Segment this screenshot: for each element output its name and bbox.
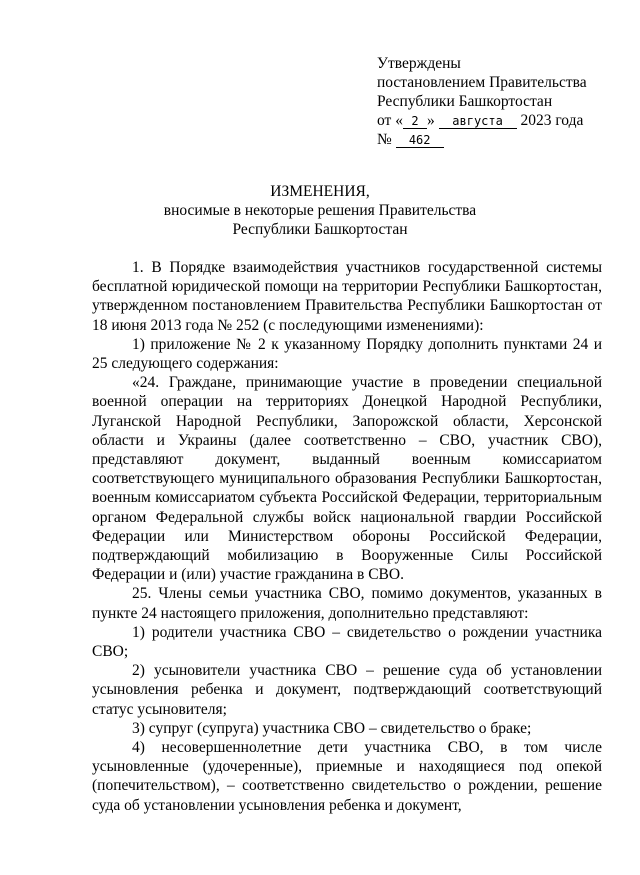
- paragraph: 25. Члены семьи участника СВО, помимо документов, указанных в пункте 24 настоящего приложения, дополнительно представляют:: [92, 585, 602, 622]
- date-mid: »: [426, 112, 435, 129]
- title-subtitle-1: вносимые в некоторые решения Правительства: [163, 202, 477, 219]
- document-body: [92, 258, 602, 815]
- resolution-number: 462: [396, 133, 444, 148]
- date-year: 2023 года: [520, 112, 584, 129]
- approval-date-line: [377, 111, 617, 130]
- paragraph: 3) супруг (супруга) участника СВО – свидетельство о браке;: [132, 719, 532, 737]
- title-heading: ИЗМЕНЕНИЯ,: [270, 183, 370, 200]
- paragraph: 1) приложение № 2 к указанному Порядку дополнить пунктами 24 и 25 следующего содержания:: [92, 335, 602, 373]
- date-prefix: от «: [377, 112, 403, 129]
- date-month: августа: [439, 114, 517, 129]
- document-title: [0, 182, 640, 239]
- paragraph: 1. В Порядке взаимодействия участников государственной системы бесплатной юридической помощи на территории Республики Башкортостан, утвержденном постановлением Правительства Республики Башкортостан от 18 июня 2013 года № 252 (с последующими изменениями):: [92, 259, 602, 334]
- approval-number-line: [377, 130, 617, 149]
- paragraph: 2) усыновители участника СВО – решение суда об установлении усыновления ребенка и документ, подтверждающий соответствующий статус усыновителя;: [92, 662, 602, 718]
- paragraph: 1) родители участника СВО – свидетельство о рождении участника СВО;: [92, 623, 602, 661]
- approval-line-3: Республики Башкортостан: [377, 93, 553, 110]
- date-day: 2: [403, 114, 427, 129]
- approval-block: [377, 54, 617, 149]
- title-subtitle-2: Республики Башкортостан: [232, 221, 408, 238]
- paragraph: 4) несовершеннолетние дети участника СВО, в том числе усыновленные (удочеренные), приемные и находящиеся под опекой (попечительством), – соответственно свидетельство о рождении, решение суда об установлении усыновления ребенка и документ,: [92, 739, 602, 814]
- paragraph: «24. Граждане, принимающие участие в проведении специальной военной операции на территориях Донецкой Народной Республики, Луганской Народной Республики, Запорожской области, Херсонской области и Украины (далее соответственно – СВО, участник СВО), представляют документ, выданный военным комиссариатом соответствующего муниципального образования Республики Башкортостан, военным комиссариатом субъекта Российской Федерации, территориальным органом Федеральной службы войск национальной гвардии Российской Федерации или Министерством обороны Российской Федерации, подтверждающий мобилизацию в Вооруженные Силы Российской Федерации и (или) участие гражданина в СВО.: [92, 374, 602, 584]
- number-prefix: №: [377, 131, 392, 148]
- approval-line-2: постановлением Правительства: [377, 74, 587, 91]
- approval-line-1: Утверждены: [377, 55, 461, 72]
